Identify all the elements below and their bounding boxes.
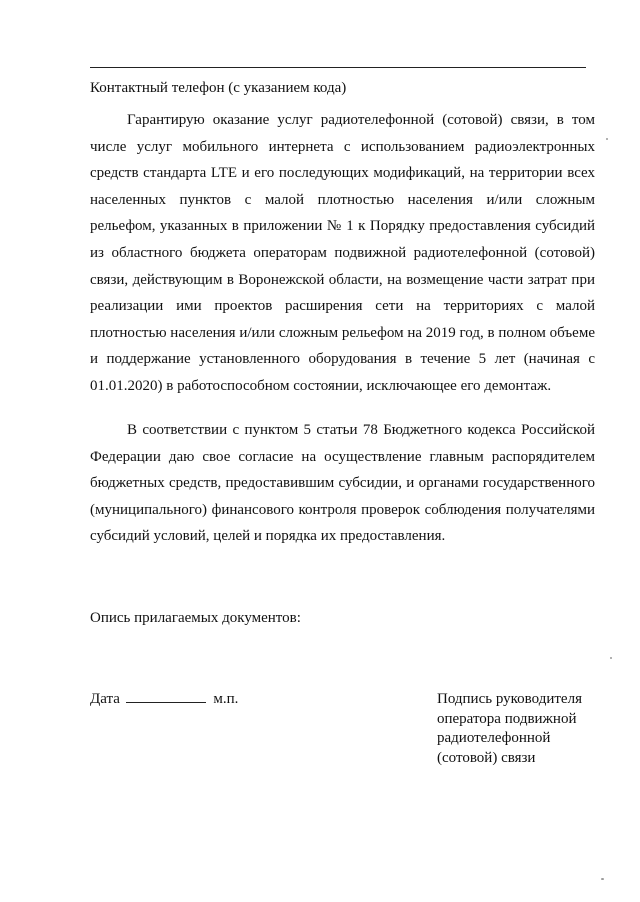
guarantee-paragraph: Гарантирую оказание услуг радиотелефонной (сотовой) связи, в том числе услуг мобильного интернета с использованием радиоэлектронных средств стандарта LTE и его последующих модификаций, на территории всех населенных пунктов с малой плотностью населения и/или сложным рельефом, указанных в приложении № 1 к Порядку предоставления субсидий из областного бюджета операторам подвижной радиотелефонной (сотовой) связи, действующим в Воронежской области, на возмещение части затрат при реализации ими проектов расширения сети на территориях с малой плотностью населения и/или сложным рельефом на 2019 год, в полном объеме и поддержание установленного оборудования в течение 5 лет (начиная с 01.01.2020) в работоспособном состоянии, исключающее его демонтаж. (90, 112, 595, 394)
signature-line: Подпись руководителя (437, 691, 582, 707)
signature-line: (сотовой) связи (437, 749, 536, 766)
attachments-label: Опись прилагаемых документов: (90, 610, 301, 626)
date-line (90, 689, 238, 709)
consent-paragraph: В соответствии с пунктом 5 статьи 78 Бюджетного кодекса Российской Федерации даю свое согласие на осуществление главным распорядителем бюджетных средств, предоставившим субсидии, и органами государственного (муниципального) финансового контроля проверок соблюдения получателями субсидий условий, целей и порядка их предоставления. (90, 422, 595, 545)
scan-speck (601, 878, 604, 880)
contact-phone-label: Контактный телефон (с указанием кода) (90, 80, 347, 96)
date-blank-field (126, 689, 206, 703)
scan-speck (606, 138, 608, 140)
signature-block (437, 690, 607, 768)
signature-line: оператора подвижной (437, 710, 577, 727)
top-divider-line (90, 67, 586, 68)
stamp-label: м.п. (213, 691, 239, 707)
date-label: Дата (90, 691, 120, 707)
signature-line: радиотелефонной (437, 730, 551, 746)
scan-speck (610, 657, 612, 659)
